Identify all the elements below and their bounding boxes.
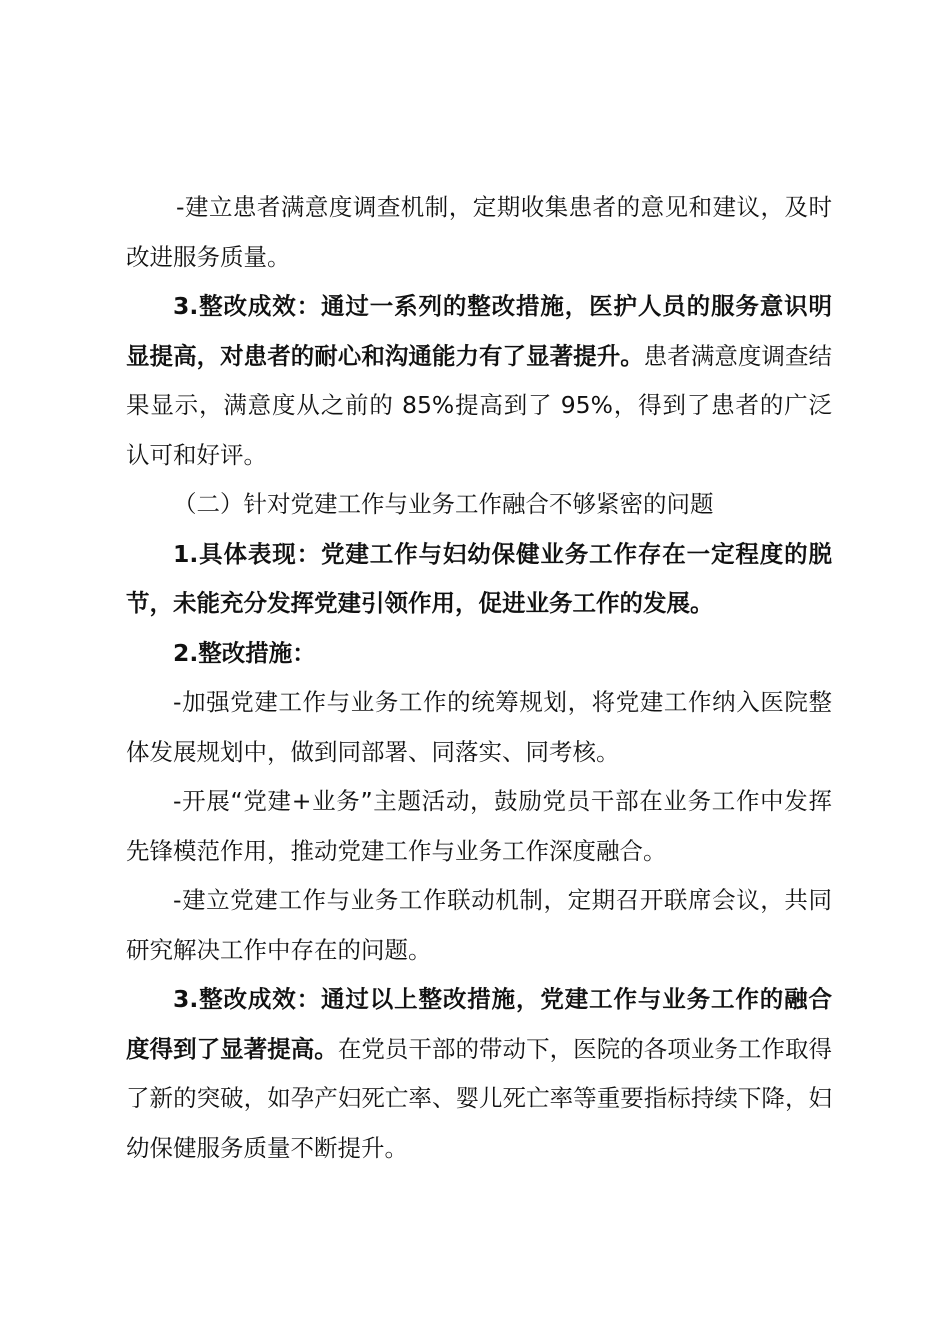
paragraph-text: -开展“党建+业务”主题活动，鼓励党员干部在业务工作中发挥先锋模范作用，推动党建工作与业务工作深度融合。 [126,787,832,865]
document-body [126,183,832,1173]
paragraph-bold-text: 1.具体表现：党建工作与妇幼保健业务工作存在一定程度的脱节，未能充分发挥党建引领作用，促进业务工作的发展。 [126,539,832,617]
paragraph-bold-text: 2.整改措施： [173,638,316,667]
paragraph-measure-mechanism [126,876,832,975]
paragraph-bold-text: 3.整改成效：通过以上整改措施，党建工作与业务工作的融合度得到了显著提高。 [126,985,832,1063]
section-heading-2 [126,480,832,530]
paragraph-text: -建立党建工作与业务工作联动机制，定期召开联席会议，共同研究解决工作中存在的问题。 [126,886,832,964]
paragraph-text: 在党员干部的带动下，医院的各项业务工作取得了新的突破，如孕产妇死亡率、婴儿死亡率等重要指标持续下降，妇幼保健服务质量不断提升。 [126,1034,833,1162]
paragraph-bold-text: 3.整改成效：通过一系列的整改措施，医护人员的服务意识明显提高，对患者的耐心和沟通能力有了显著提升。 [126,292,832,370]
paragraph-measures-heading [126,629,832,679]
paragraph-text: -建立患者满意度调查机制，定期收集患者的意见和建议，及时改进服务质量。 [126,193,832,271]
paragraph-measure-activity [126,777,832,876]
paragraph-text: -加强党建工作与业务工作的统筹规划，将党建工作纳入医院整体发展规划中，做到同部署、同落实、同考核。 [126,688,832,766]
paragraph-text: （二）针对党建工作与业务工作融合不够紧密的问题 [173,490,714,518]
paragraph-text: 患者满意度调查结果显示，满意度从之前的 85%提高到了 95%，得到了患者的广泛认可和好评。 [126,341,833,469]
paragraph-rectification-result-1 [126,282,832,480]
paragraph-satisfaction-survey [126,183,832,282]
paragraph-measure-planning [126,678,832,777]
paragraph-specific-manifestation [126,530,832,629]
paragraph-rectification-result-2 [126,975,832,1173]
